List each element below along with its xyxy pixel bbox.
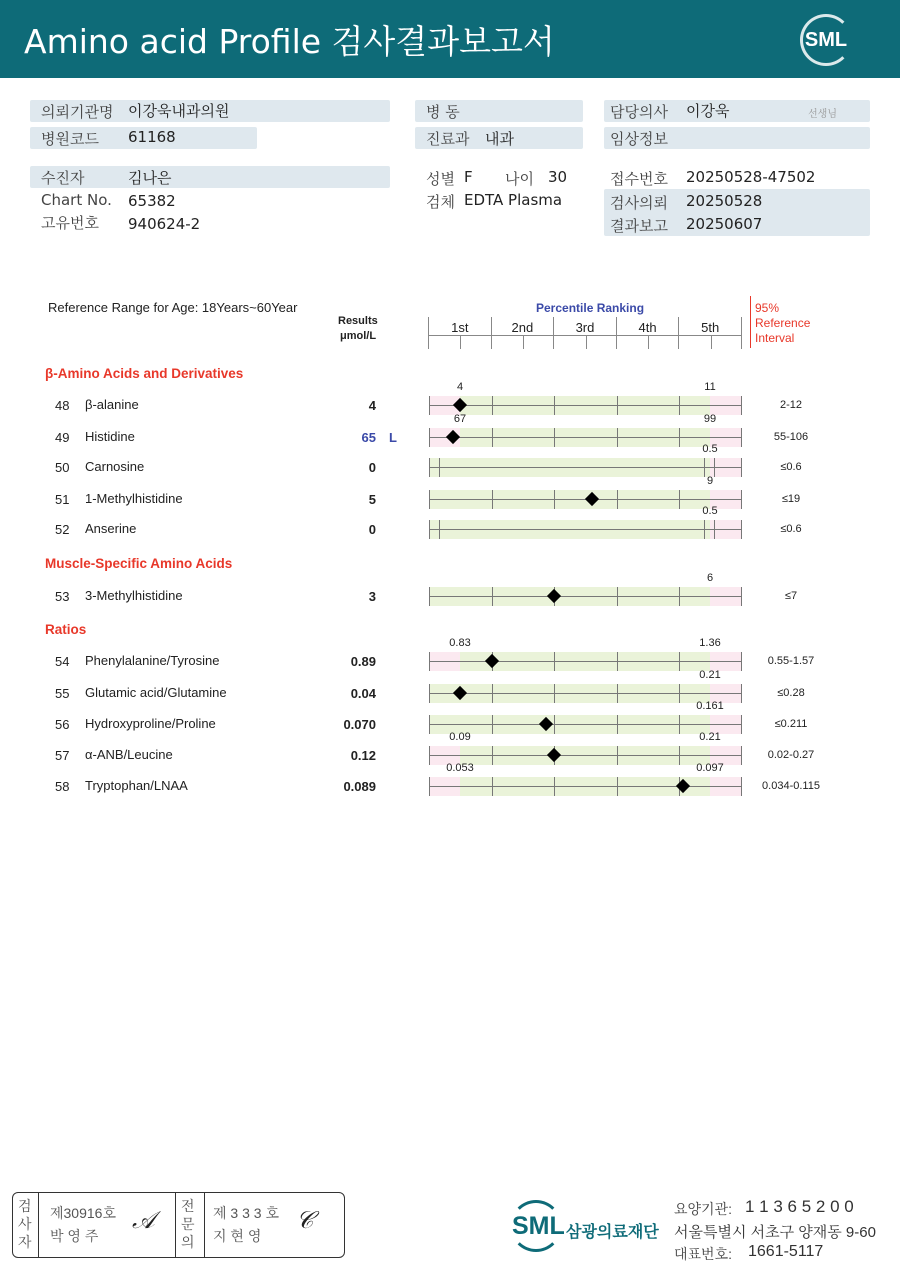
row-number: 49 [55,430,70,445]
ref-divider [750,296,751,348]
bar-line [429,596,742,597]
bar-tick [704,458,705,477]
percentile-bar [429,428,742,447]
result-value: 0 [368,522,376,537]
reference-interval: ≤0.28 [777,687,805,699]
bar-tick [429,520,430,539]
patient-value: 김나은 [128,169,172,187]
low-cutoff-label: 0.83 [449,637,471,649]
bar-tick [617,746,618,765]
analyte-name: Phenylalanine/Tyrosine [85,653,220,668]
axis-minor-tick [711,335,712,349]
bar-tick [617,428,618,447]
result-value: 3 [368,589,376,604]
result-value: 65 [361,430,376,445]
bar-tick [617,587,618,606]
bar-tick [439,520,440,539]
bar-tick [741,652,742,671]
axis-minor-tick [460,335,461,349]
result-value: 5 [368,492,376,507]
specimen-label: 검체 [426,193,455,211]
reference-interval: ≤19 [781,493,801,505]
org-name: 삼광의료재단 [566,1222,659,1241]
specialist-no: 제 3 3 3 호 [213,1205,279,1221]
request-label: 검사의뢰 [610,194,668,212]
dept-value: 내과 [485,130,514,148]
bar-tick [679,396,680,415]
chart-value: 65382 [128,192,176,210]
report-title: Amino acid Profile 검사결과보고서 [24,22,555,61]
age-value: 30 [548,168,568,186]
bar-tick [492,428,493,447]
bar-tick [554,715,555,734]
analyte-name: Tryptophan/LNAA [85,778,188,793]
result-value: 0.12 [350,748,376,763]
quintile-1: 1st [429,317,492,349]
bar-tick [429,746,430,765]
quintile-3: 3rd [554,317,617,349]
row-number: 52 [55,522,70,537]
bar-tick [429,777,430,796]
clinical-label: 임상정보 [610,130,668,148]
bar-tick [492,684,493,703]
bar-tick [429,458,430,477]
bar-line [429,786,742,787]
care-no-label: 요양기관: [674,1201,732,1217]
id-value: 940624-2 [128,215,201,233]
doctor-suffix: 선생님 [808,109,837,120]
high-cutoff-label: 6 [706,572,714,584]
bar-tick [679,428,680,447]
bar-line [429,661,742,662]
examiner-label: 검사자 [18,1198,32,1250]
id-label: 고유번호 [41,214,99,232]
row-number: 51 [55,492,70,507]
high-cutoff-label: 0.097 [696,762,724,774]
row-number: 55 [55,686,70,701]
bar-tick [429,652,430,671]
doctor-value: 이강욱 [686,102,730,120]
phone: 1661-5117 [748,1243,824,1260]
quintile-5: 5th [679,317,742,349]
result-value: 0 [368,460,376,475]
bar-tick [741,777,742,796]
row-number: 56 [55,717,70,732]
bar-line [429,693,742,694]
reference-interval: 0.02-0.27 [767,749,815,761]
sex-label: 성별 [426,170,455,188]
results-label: Results [338,315,378,327]
high-cutoff-label: 0.5 [702,505,718,517]
reference-interval: ≤0.6 [780,523,802,535]
percentile-bar [429,715,742,734]
row-number: 48 [55,398,70,413]
bar-tick [714,520,715,539]
percentile-axis [428,317,742,349]
institution-label: 의뢰기관명 [41,103,114,121]
specialist-label: 전문의 [181,1198,195,1250]
examiner-no: 제30916호 [50,1205,116,1221]
bar-tick [429,684,430,703]
bar-tick [492,587,493,606]
ward-label: 병 동 [426,103,460,121]
bar-line [429,529,742,530]
bar-tick [741,684,742,703]
percentile-bar [429,587,742,606]
bar-line [429,755,742,756]
receipt-label: 접수번호 [610,170,668,188]
org-address: 서울특별시 서초구 양재동 9-60 [674,1224,876,1241]
bar-line [429,405,742,406]
bar-tick [492,715,493,734]
percentile-bar [429,396,742,415]
specialist-name: 지 현 영 [213,1228,262,1244]
hospital-code-value: 61168 [128,128,176,146]
low-cutoff-label: 4 [456,381,464,393]
axis-minor-tick [523,335,524,349]
high-cutoff-label: 11 [704,381,716,393]
bar-tick [741,587,742,606]
bar-tick [679,684,680,703]
result-value: 0.89 [350,654,376,669]
bar-tick [679,490,680,509]
analyte-name: Hydroxyproline/Proline [85,716,216,731]
percentile-title: Percentile Ranking [536,301,645,315]
bar-tick [429,490,430,509]
quintile-2: 2nd [492,317,555,349]
bar-tick [679,652,680,671]
high-cutoff-label: 1.36 [699,637,721,649]
low-cutoff-label: 0.053 [446,762,474,774]
row-number: 57 [55,748,70,763]
sex-value: F [464,168,473,186]
bar-tick [429,587,430,606]
analyte-name: β-alanine [85,397,139,412]
bar-tick [617,715,618,734]
high-cutoff-label: 0.21 [699,669,721,681]
report-header [0,0,900,78]
hospital-code-label: 병원코드 [41,130,99,148]
section-title: β-Amino Acids and Derivatives [45,366,244,381]
bar-tick [617,490,618,509]
bar-tick [714,458,715,477]
percentile-bar [429,746,742,765]
section-title: Ratios [45,622,87,637]
bar-tick [617,396,618,415]
analyte-name: α-ANB/Leucine [85,747,173,762]
bar-tick [679,587,680,606]
percentile-bar [429,520,742,539]
bar-line [429,437,742,438]
bar-tick [741,490,742,509]
axis-minor-tick [648,335,649,349]
percentile-bar [429,652,742,671]
low-cutoff-label: 0.09 [449,731,471,743]
ref-range-title: Reference Range for Age: 18Years~60Year [48,300,298,315]
analyte-name: Anserine [85,521,137,536]
ref-title-1: 95% [755,301,780,315]
bar-tick [492,396,493,415]
reference-interval: ≤7 [784,590,798,602]
patient-label: 수진자 [41,169,85,187]
high-cutoff-label: 99 [703,413,717,425]
bar-tick [554,684,555,703]
high-cutoff-label: 0.161 [696,700,724,712]
doctor-label: 담당의사 [610,103,668,121]
bar-tick [617,684,618,703]
bar-tick [617,652,618,671]
bar-tick [741,715,742,734]
bar-line [429,724,742,725]
reference-interval: 55-106 [773,431,809,443]
sml-logo: SML [800,14,852,66]
low-cutoff-label: 67 [453,413,467,425]
section-title: Muscle-Specific Amino Acids [45,556,233,571]
examiner-signature: 𝒜 [132,1206,155,1234]
percentile-bar [429,684,742,703]
reference-interval: 2-12 [779,399,803,411]
analyte-name: 1-Methylhistidine [85,491,183,506]
high-cutoff-label: 0.21 [699,731,721,743]
bar-tick [741,458,742,477]
ref-title-2: Reference [755,316,811,330]
bar-tick [741,520,742,539]
result-value: 0.089 [343,779,376,794]
analyte-name: Histidine [85,429,135,444]
bar-tick [429,396,430,415]
chart-label: Chart No. [41,191,112,209]
dept-label: 진료과 [426,130,470,148]
axis-minor-tick [586,335,587,349]
bar-tick [741,396,742,415]
high-cutoff-label: 9 [706,475,714,487]
analyte-name: Glutamic acid/Glutamine [85,685,227,700]
care-no: 1 1 3 6 5 2 0 0 [745,1197,854,1216]
percentile-bar [429,458,742,477]
bar-tick [679,715,680,734]
analyte-name: 3-Methylhistidine [85,588,183,603]
row-number: 54 [55,654,70,669]
bar-tick [554,490,555,509]
bar-tick [492,490,493,509]
institution-value: 이강욱내과의원 [128,102,230,120]
result-flag: L [389,430,397,445]
quintile-4: 4th [617,317,680,349]
percentile-bar [429,490,742,509]
age-label: 나이 [505,170,534,188]
report-label: 결과보고 [610,217,668,235]
high-cutoff-label: 0.5 [702,443,718,455]
bar-tick [617,777,618,796]
ref-title-3: Interval [755,331,795,345]
reference-interval: ≤0.6 [780,461,802,473]
receipt-value: 20250528-47502 [686,168,816,186]
bar-tick [439,458,440,477]
reference-interval: 0.55-1.57 [767,655,815,667]
row-number: 53 [55,589,70,604]
report-value: 20250607 [686,215,763,233]
bar-tick [554,396,555,415]
request-value: 20250528 [686,192,763,210]
bar-tick [679,746,680,765]
bar-tick [429,428,430,447]
bar-tick [429,715,430,734]
bar-tick [554,428,555,447]
bar-tick [554,777,555,796]
result-value: 0.070 [343,717,376,732]
row-number: 50 [55,460,70,475]
reference-interval: ≤0.211 [774,718,808,730]
specimen-value: EDTA Plasma [464,191,563,209]
row-number: 58 [55,779,70,794]
reference-interval: 0.034-0.115 [762,780,820,792]
analyte-name: Carnosine [85,459,145,474]
unit-label: μmol/L [340,330,377,342]
bar-tick [741,746,742,765]
bar-tick [492,746,493,765]
bar-tick [492,777,493,796]
bar-tick [704,520,705,539]
bar-tick [554,652,555,671]
result-value: 4 [368,398,376,413]
specialist-signature: 𝒞 [296,1206,314,1234]
org-logo: SML [512,1212,565,1240]
percentile-bar [429,777,742,796]
bar-tick [741,428,742,447]
phone-label: 대표번호: [674,1246,732,1262]
examiner-name: 박 영 주 [50,1228,99,1244]
bar-line [429,467,742,468]
result-value: 0.04 [350,686,376,701]
